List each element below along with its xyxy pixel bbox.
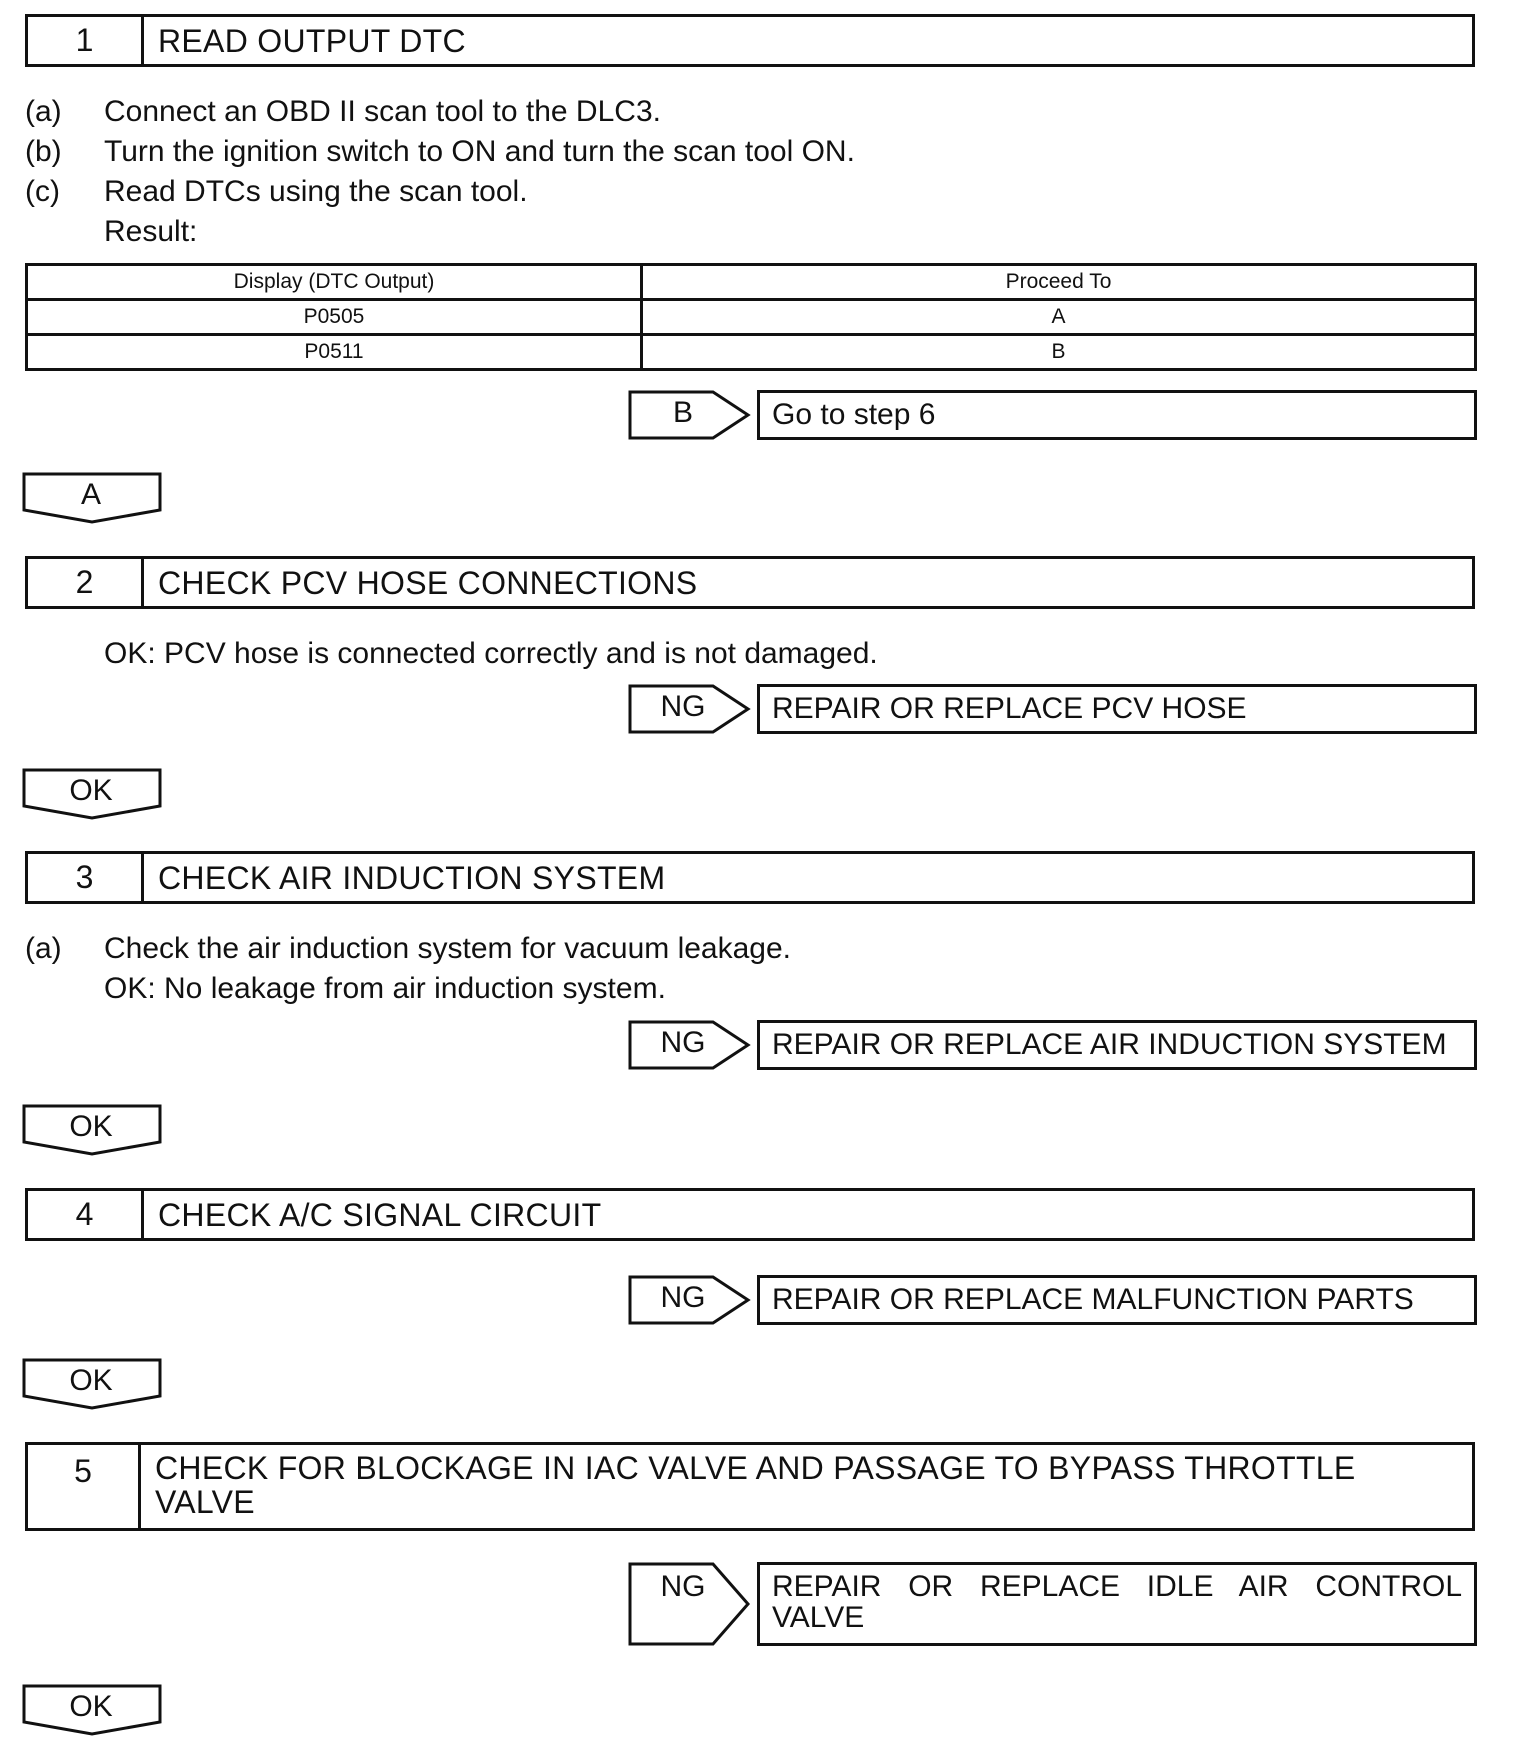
table-header-display: Display (DTC Output) (27, 265, 642, 300)
step-5-destination[interactable]: REPAIR OR REPLACE IDLE AIR CONTROL VALVE (757, 1562, 1477, 1646)
step-3-destination[interactable]: REPAIR OR REPLACE AIR INDUCTION SYSTEM (757, 1020, 1477, 1070)
step-5-branch-arrow[interactable] (628, 1562, 753, 1646)
step-1-number: 1 (28, 17, 144, 64)
step-1-title: READ OUTPUT DTC (158, 22, 466, 59)
step-1-item-a-text: Connect an OBD II scan tool to the DLC3. (104, 95, 661, 128)
step-1-next-tab[interactable] (22, 472, 164, 524)
table-row (27, 300, 1476, 335)
table-header-proceed: Proceed To (642, 265, 1476, 300)
step-1-item-c-label: (c) (25, 175, 60, 208)
step-2-title: CHECK PCV HOSE CONNECTIONS (158, 564, 698, 601)
table-cell-dtc: P0505 (27, 300, 642, 335)
step-2-branch-arrow[interactable] (628, 684, 753, 734)
step-3-item-a-label: (a) (25, 932, 62, 965)
step-1-header (25, 14, 1475, 67)
step-2-number: 2 (28, 559, 144, 606)
step-3-branch-arrow[interactable] (628, 1020, 753, 1070)
step-1-item-c-text: Read DTCs using the scan tool. (104, 175, 528, 208)
step-1-item-b-label: (b) (25, 135, 62, 168)
step-3-branch-label: NG (660, 1026, 706, 1059)
step-5-next-label: OK (69, 1690, 113, 1723)
step-3-next-tab[interactable] (22, 1104, 164, 1156)
step-1-item-a-label: (a) (25, 95, 62, 128)
step-1-result-label: Result: (104, 215, 198, 248)
step-1-next-label: A (80, 478, 101, 511)
table-row (27, 335, 1476, 370)
step-5-title: CHECK FOR BLOCKAGE IN IAC VALVE AND PASSAGE TO BYPASS THROTTLE VALVE (155, 1450, 1356, 1520)
step-4-title: CHECK A/C SIGNAL CIRCUIT (158, 1196, 602, 1233)
step-1-branch-arrow[interactable] (628, 390, 753, 440)
step-4-header (25, 1188, 1475, 1241)
table-cell-proceed: A (642, 300, 1476, 335)
table-cell-proceed: B (642, 335, 1476, 370)
step-2-ok-text: OK: PCV hose is connected correctly and is not damaged. (104, 637, 878, 670)
step-3-ok-text: OK: No leakage from air induction system. (104, 972, 666, 1005)
step-2-next-label: OK (69, 774, 113, 807)
step-4-next-label: OK (69, 1364, 113, 1397)
dtc-result-table (25, 263, 1477, 371)
step-2-branch-label: NG (660, 690, 706, 723)
step-2-header (25, 556, 1475, 609)
step-4-branch-arrow[interactable] (628, 1275, 753, 1325)
table-cell-dtc: P0511 (27, 335, 642, 370)
step-1-item-b-text: Turn the ignition switch to ON and turn the scan tool ON. (104, 135, 855, 168)
step-3-title: CHECK AIR INDUCTION SYSTEM (158, 859, 666, 896)
step-5-header (25, 1442, 1475, 1531)
step-1-branch-label: B (672, 396, 693, 429)
step-4-branch-label: NG (660, 1281, 706, 1314)
step-5-branch-label: NG (660, 1570, 706, 1603)
step-3-item-a-text: Check the air induction system for vacuum leakage. (104, 932, 791, 965)
step-1-destination[interactable]: Go to step 6 (757, 390, 1477, 440)
step-3-header (25, 851, 1475, 904)
step-5-number: 5 (28, 1445, 141, 1528)
step-4-destination[interactable]: REPAIR OR REPLACE MALFUNCTION PARTS (757, 1275, 1477, 1325)
step-3-number: 3 (28, 854, 144, 901)
step-3-next-label: OK (69, 1110, 113, 1143)
step-4-number: 4 (28, 1191, 144, 1238)
step-5-next-tab[interactable] (22, 1684, 164, 1736)
step-2-next-tab[interactable] (22, 768, 164, 820)
table-header-row (27, 265, 1476, 300)
step-2-destination[interactable]: REPAIR OR REPLACE PCV HOSE (757, 684, 1477, 734)
step-4-next-tab[interactable] (22, 1358, 164, 1410)
